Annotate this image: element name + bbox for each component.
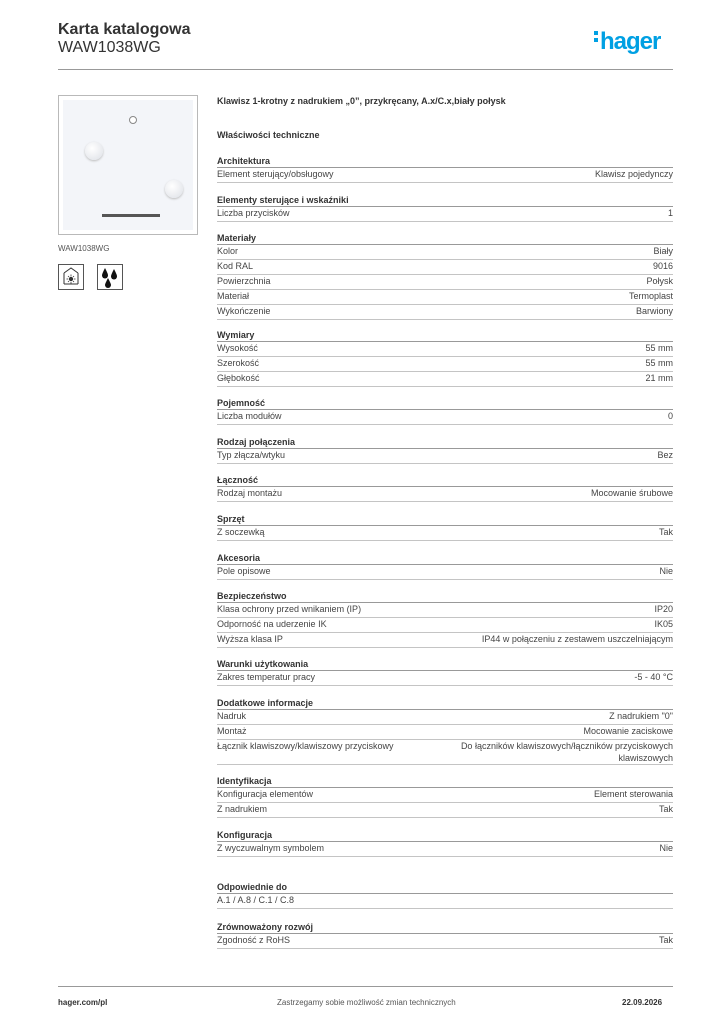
spec-label: Klasa ochrony przed wnikaniem (IP)	[217, 604, 362, 614]
spec-value: Mocowanie zaciskowe	[583, 726, 673, 736]
spec-value: Bez	[657, 450, 673, 460]
spec-value: Nie	[659, 566, 673, 576]
indicator-lens	[129, 116, 137, 124]
product-code: WAW1038WG	[58, 39, 161, 56]
spec-label: Element sterujący/obsługowy	[217, 169, 334, 179]
section-title: Bezpieczeństwo	[217, 590, 673, 603]
spec-value: Tak	[658, 527, 673, 537]
spec-label: A.1 / A.8 / C.1 / C.8	[217, 895, 295, 905]
section-title: Rodzaj połączenia	[217, 436, 673, 449]
hager-logo	[594, 28, 660, 56]
spec-section	[217, 436, 673, 464]
spec-section	[217, 829, 673, 857]
spec-value: Połysk	[646, 276, 673, 286]
spec-value: IP44 w połączeniu z zestawem uszczelniającym	[481, 634, 673, 644]
spec-section	[217, 775, 673, 818]
spec-row	[217, 671, 673, 686]
spec-row	[217, 372, 673, 387]
section-title: Dodatkowe informacje	[217, 697, 673, 710]
spec-value: 1	[667, 208, 673, 218]
spec-value: Tak	[658, 935, 673, 945]
spec-row	[217, 245, 673, 260]
spec-value: 55 mm	[645, 358, 673, 368]
spec-row	[217, 275, 673, 290]
spec-value: Tak	[658, 804, 673, 814]
indoor-use-icon	[58, 264, 84, 290]
spec-value: Barwiony	[635, 306, 673, 316]
section-title: Konfiguracja	[217, 829, 673, 842]
spec-value: Z nadrukiem "0"	[609, 711, 673, 721]
section-title: Architektura	[217, 155, 673, 168]
footer-disclaimer: Zastrzegamy sobie możliwość zmian technicznych	[277, 998, 456, 1007]
spec-row	[217, 633, 673, 648]
spec-section	[217, 881, 673, 909]
spec-section	[217, 474, 673, 502]
spec-section	[217, 921, 673, 949]
spec-section	[217, 552, 673, 580]
footer-date: 22.09.2026	[622, 998, 663, 1007]
spec-row	[217, 710, 673, 725]
spec-row	[217, 207, 673, 222]
product-image	[58, 95, 198, 235]
spec-value: 21 mm	[645, 373, 673, 383]
spec-label: Kod RAL	[217, 261, 254, 271]
spec-label: Powierzchnia	[217, 276, 271, 286]
spec-row	[217, 603, 673, 618]
section-title: Odpowiednie do	[217, 881, 673, 894]
rocker-strip	[102, 214, 160, 217]
spec-label: Liczba przycisków	[217, 208, 290, 218]
section-title: Sprzęt	[217, 513, 673, 526]
product-description: Klawisz 1-krotny z nadrukiem „0”, przykręcany, A.x/C.x,biały połysk	[217, 96, 506, 106]
spec-row	[217, 305, 673, 320]
spec-value: IP20	[654, 604, 673, 614]
logo-text: hager	[600, 28, 661, 55]
spec-row	[217, 842, 673, 857]
spec-label: Wykończenie	[217, 306, 271, 316]
spec-label: Typ złącza/wtyku	[217, 450, 286, 460]
screw-cap-top	[85, 142, 103, 160]
spec-label: Odporność na uderzenie IK	[217, 619, 327, 629]
section-title: Zrównoważony rozwój	[217, 921, 673, 934]
section-title: Warunki użytkowania	[217, 658, 673, 671]
spec-row	[217, 618, 673, 633]
footer-website: hager.com/pl	[58, 998, 108, 1007]
spec-value: Do łączników klawiszowych/łączników przyciskowych klawiszowych	[460, 741, 673, 763]
screw-cap-bottom	[165, 180, 183, 198]
section-title: Materiały	[217, 232, 673, 245]
spec-label: Wysokość	[217, 343, 258, 353]
spec-label: Z soczewką	[217, 527, 265, 537]
spec-label: Nadruk	[217, 711, 247, 721]
spec-label: Wyższa klasa IP	[217, 634, 283, 644]
spec-value: Biały	[653, 246, 673, 256]
spec-section	[217, 397, 673, 425]
spec-label: Materiał	[217, 291, 250, 301]
spec-row	[217, 565, 673, 580]
spec-row	[217, 410, 673, 425]
spec-row	[217, 725, 673, 740]
spec-section	[217, 513, 673, 541]
spec-label: Głębokość	[217, 373, 260, 383]
spec-label: Kolor	[217, 246, 239, 256]
section-title: Łączność	[217, 474, 673, 487]
spec-label: Konfiguracja elementów	[217, 789, 314, 799]
spec-value: 9016	[652, 261, 673, 271]
spec-label: Pole opisowe	[217, 566, 271, 576]
spec-row	[217, 934, 673, 949]
spec-label: Szerokość	[217, 358, 260, 368]
spec-label: Zgodność z RoHS	[217, 935, 291, 945]
spec-value: IK05	[654, 619, 673, 629]
spec-row	[217, 168, 673, 183]
spec-section	[217, 658, 673, 686]
spec-label: Łącznik klawiszowy/klawiszowy przyciskowy	[217, 741, 394, 751]
spec-label: Liczba modułów	[217, 411, 282, 421]
spec-value: Element sterowania	[593, 789, 673, 799]
spec-value: -5 - 40 °C	[634, 672, 673, 682]
spec-row	[217, 894, 673, 909]
spec-section	[217, 155, 673, 183]
spec-label: Rodzaj montażu	[217, 488, 283, 498]
section-title: Wymiary	[217, 329, 673, 342]
spec-label: Zakres temperatur pracy	[217, 672, 316, 682]
spec-row	[217, 357, 673, 372]
section-title: Elementy sterujące i wskaźniki	[217, 194, 673, 207]
spec-value: 55 mm	[645, 343, 673, 353]
spec-section	[217, 590, 673, 648]
section-title: Pojemność	[217, 397, 673, 410]
spec-value: Mocowanie śrubowe	[590, 488, 673, 498]
spec-value: 0	[667, 411, 673, 421]
spec-value: Klawisz pojedynczy	[594, 169, 673, 179]
spec-value: Termoplast	[628, 291, 673, 301]
spec-row	[217, 290, 673, 305]
spec-row	[217, 260, 673, 275]
spec-label: Z wyczuwalnym symbolem	[217, 843, 325, 853]
header-divider	[58, 69, 673, 70]
switch-plate	[63, 100, 193, 230]
spec-row	[217, 803, 673, 818]
spec-row	[217, 740, 673, 765]
water-drops-icon	[97, 264, 123, 290]
spec-label: Montaż	[217, 726, 247, 736]
spec-section	[217, 329, 673, 387]
page-title: Karta katalogowa	[58, 21, 191, 38]
section-title: Identyfikacja	[217, 775, 673, 788]
spec-row	[217, 788, 673, 803]
spec-section	[217, 232, 673, 320]
spec-label: Z nadrukiem	[217, 804, 268, 814]
spec-row	[217, 449, 673, 464]
footer-divider	[58, 986, 673, 987]
spec-row	[217, 526, 673, 541]
section-title: Akcesoria	[217, 552, 673, 565]
spec-row	[217, 487, 673, 502]
spec-section	[217, 194, 673, 222]
spec-value: Nie	[659, 843, 673, 853]
tech-properties-heading: Właściwości techniczne	[217, 130, 320, 140]
spec-row	[217, 342, 673, 357]
product-caption: WAW1038WG	[58, 244, 110, 253]
spec-section	[217, 697, 673, 765]
